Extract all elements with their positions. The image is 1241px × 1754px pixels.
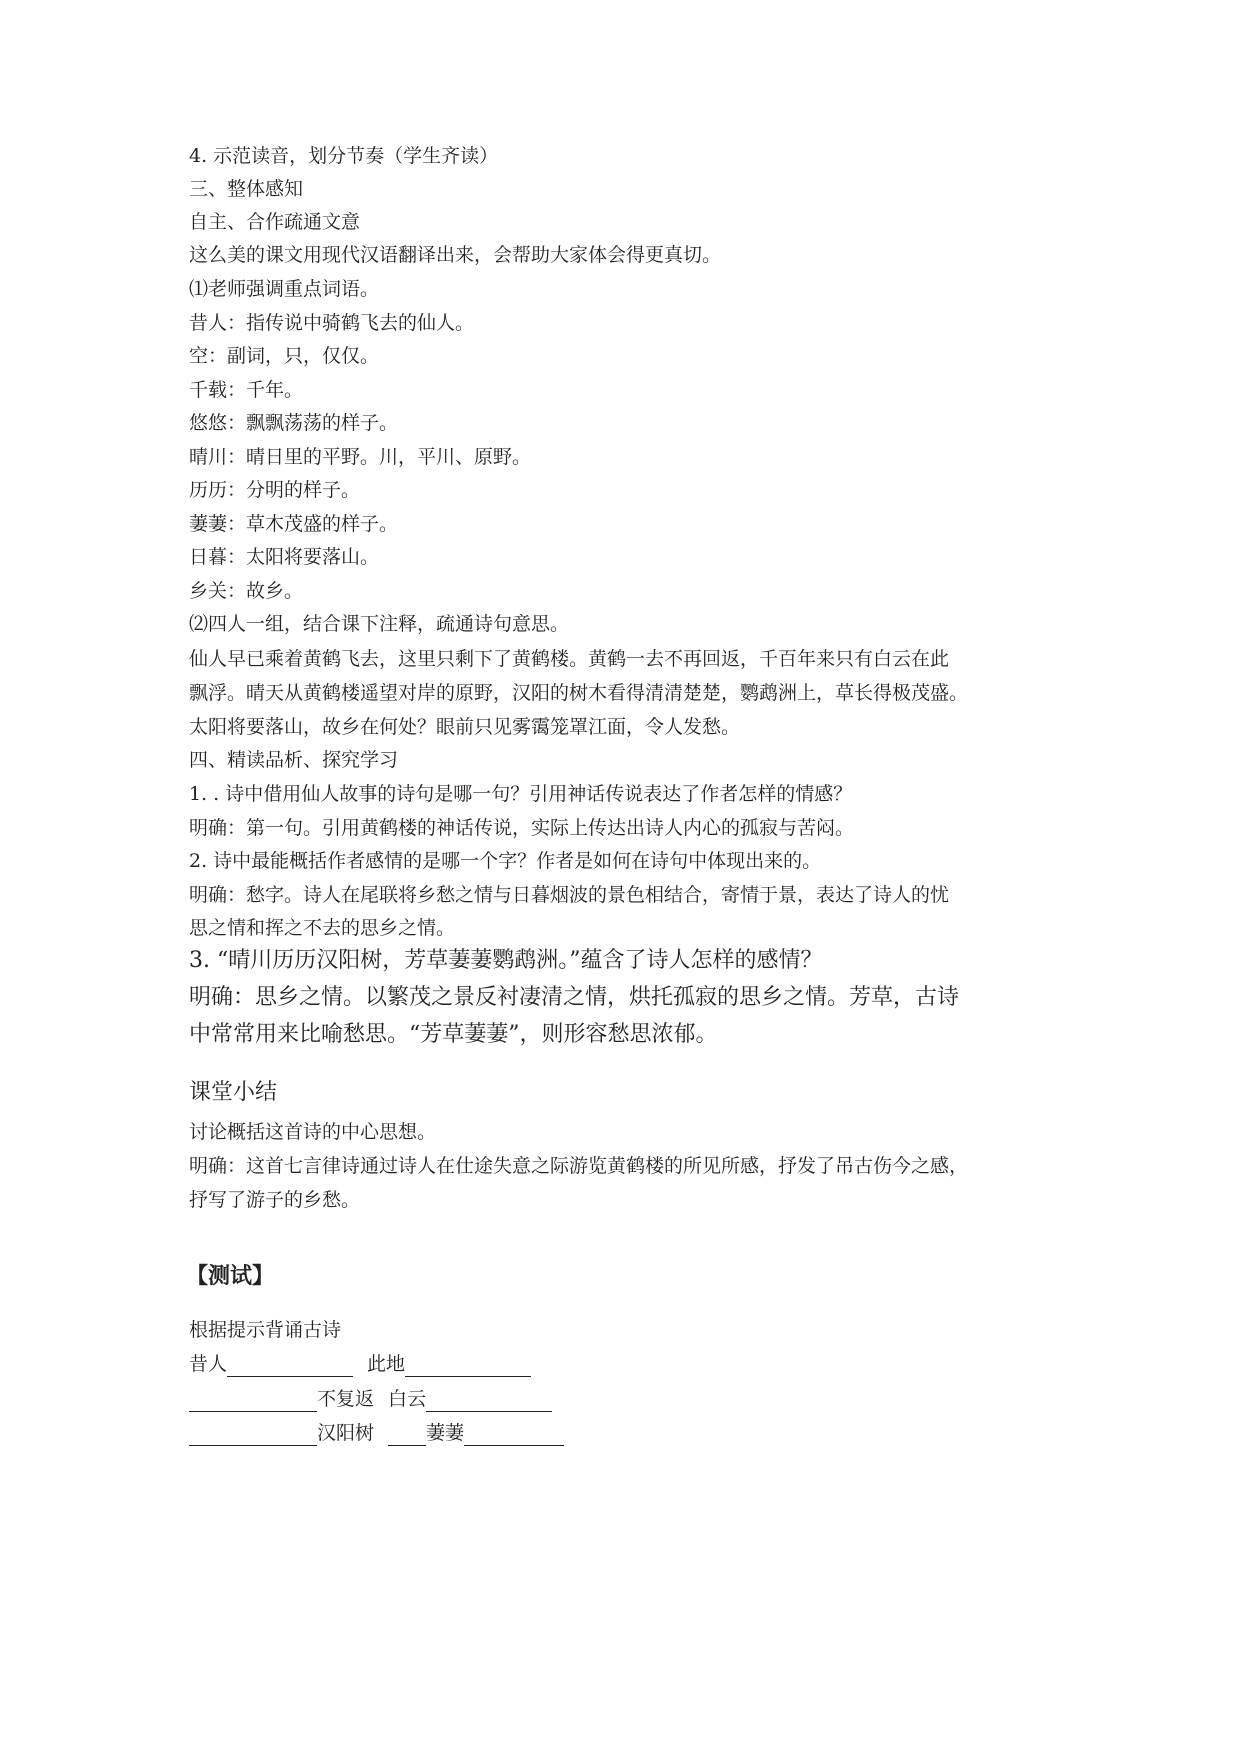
summary-line: 明确：这首七言律诗通过诗人在仕途失意之际游览黄鹤楼的所见所感，抒发了吊古伤今之感， bbox=[189, 1155, 969, 1177]
summary-heading: 课堂小结 bbox=[189, 1080, 278, 1105]
answer-1: 明确：第一句。引用黄鹤楼的神话传说，实际上传达出诗人内心的孤寂与苦闷。 bbox=[189, 817, 855, 839]
prompt-text: 白云 bbox=[388, 1388, 427, 1410]
blank-field[interactable] bbox=[227, 1356, 353, 1377]
vocab-item: 萋萋：草木茂盛的样子。 bbox=[189, 513, 399, 535]
vocab-item: 昔人：指传说中骑鹤飞去的仙人。 bbox=[189, 312, 475, 334]
vocab-item: 空：副词，只，仅仅。 bbox=[189, 345, 380, 367]
prompt-text: 不复返 bbox=[317, 1388, 375, 1410]
question-3: 3. “晴川历历汉阳树，芳草萋萋鹦鹉洲。”蕴含了诗人怎样的感情？ bbox=[189, 948, 823, 973]
summary-line: 讨论概括这首诗的中心思想。 bbox=[189, 1121, 437, 1143]
vocab-item: 晴川：晴日里的平野。川，平川、原野。 bbox=[189, 446, 532, 468]
answer-3-cont: 中常常用来比喻愁思。“芳草萋萋”，则形容愁思浓郁。 bbox=[189, 1022, 718, 1047]
prompt-text: 昔人 bbox=[189, 1353, 228, 1375]
blank-field[interactable] bbox=[388, 1425, 426, 1446]
fill-row bbox=[189, 1351, 531, 1377]
summary-line: 抒写了游子的乡愁。 bbox=[189, 1189, 361, 1211]
fill-row bbox=[189, 1386, 552, 1412]
translation-line: 仙人早已乘着黄鹤飞去，这里只剩下了黄鹤楼。黄鹤一去不再回返，千百年来只有白云在此 bbox=[189, 648, 950, 670]
section-4-heading: 四、精读品析、探究学习 bbox=[189, 749, 399, 771]
vocab-item: 日暮：太阳将要落山。 bbox=[189, 546, 380, 568]
blank-field[interactable] bbox=[426, 1391, 552, 1412]
translation-line: 太阳将要落山，故乡在何处？眼前只见雾霭笼罩江面，令人发愁。 bbox=[189, 716, 741, 738]
vocab-item: 悠悠：飘飘荡荡的样子。 bbox=[189, 412, 399, 434]
fill-row bbox=[189, 1420, 564, 1446]
blank-field[interactable] bbox=[464, 1425, 564, 1446]
vocab-heading: ⑴老师强调重点词语。 bbox=[189, 278, 380, 300]
intro-sentence: 这么美的课文用现代汉语翻译出来，会帮助大家体会得更真切。 bbox=[189, 244, 722, 266]
answer-2: 明确：愁字。诗人在尾联将乡愁之情与日暮烟波的景色相结合，寄情于景，表达了诗人的忧 bbox=[189, 884, 950, 906]
translation-line: 飘浮。晴天从黄鹤楼遥望对岸的原野，汉阳的树木看得清清楚楚，鹦鹉洲上，草长得极茂盛。 bbox=[189, 682, 969, 704]
step-4-reading: 4. 示范读音，划分节奏（学生齐读） bbox=[189, 145, 499, 167]
blank-field[interactable] bbox=[189, 1425, 317, 1446]
prompt-text: 萋萋 bbox=[426, 1422, 465, 1444]
subheading-cooperation: 自主、合作疏通文意 bbox=[189, 211, 361, 233]
group-task: ⑵四人一组，结合课下注释，疏通诗句意思。 bbox=[189, 613, 570, 635]
vocab-item: 历历：分明的样子。 bbox=[189, 479, 361, 501]
question-2: 2. 诗中最能概括作者感情的是哪一个字？作者是如何在诗句中体现出来的。 bbox=[189, 850, 822, 872]
answer-3: 明确：思乡之情。以繁茂之景反衬凄清之情，烘托孤寂的思乡之情。芳草，古诗 bbox=[189, 985, 960, 1010]
question-1: 1. . 诗中借用仙人故事的诗句是哪一句？引用神话传说表达了作者怎样的情感？ bbox=[189, 783, 853, 805]
answer-2-cont: 思之情和挥之不去的思乡之情。 bbox=[189, 917, 456, 939]
prompt-text: 此地 bbox=[367, 1353, 406, 1375]
test-intro: 根据提示背诵古诗 bbox=[189, 1319, 342, 1341]
blank-field[interactable] bbox=[189, 1391, 317, 1412]
blank-field[interactable] bbox=[405, 1356, 531, 1377]
vocab-item: 千载：千年。 bbox=[189, 379, 304, 401]
test-heading: 【测试】 bbox=[186, 1264, 275, 1289]
prompt-text: 汉阳树 bbox=[317, 1422, 375, 1444]
section-3-heading: 三、整体感知 bbox=[189, 178, 304, 200]
vocab-item: 乡关：故乡。 bbox=[189, 580, 304, 602]
